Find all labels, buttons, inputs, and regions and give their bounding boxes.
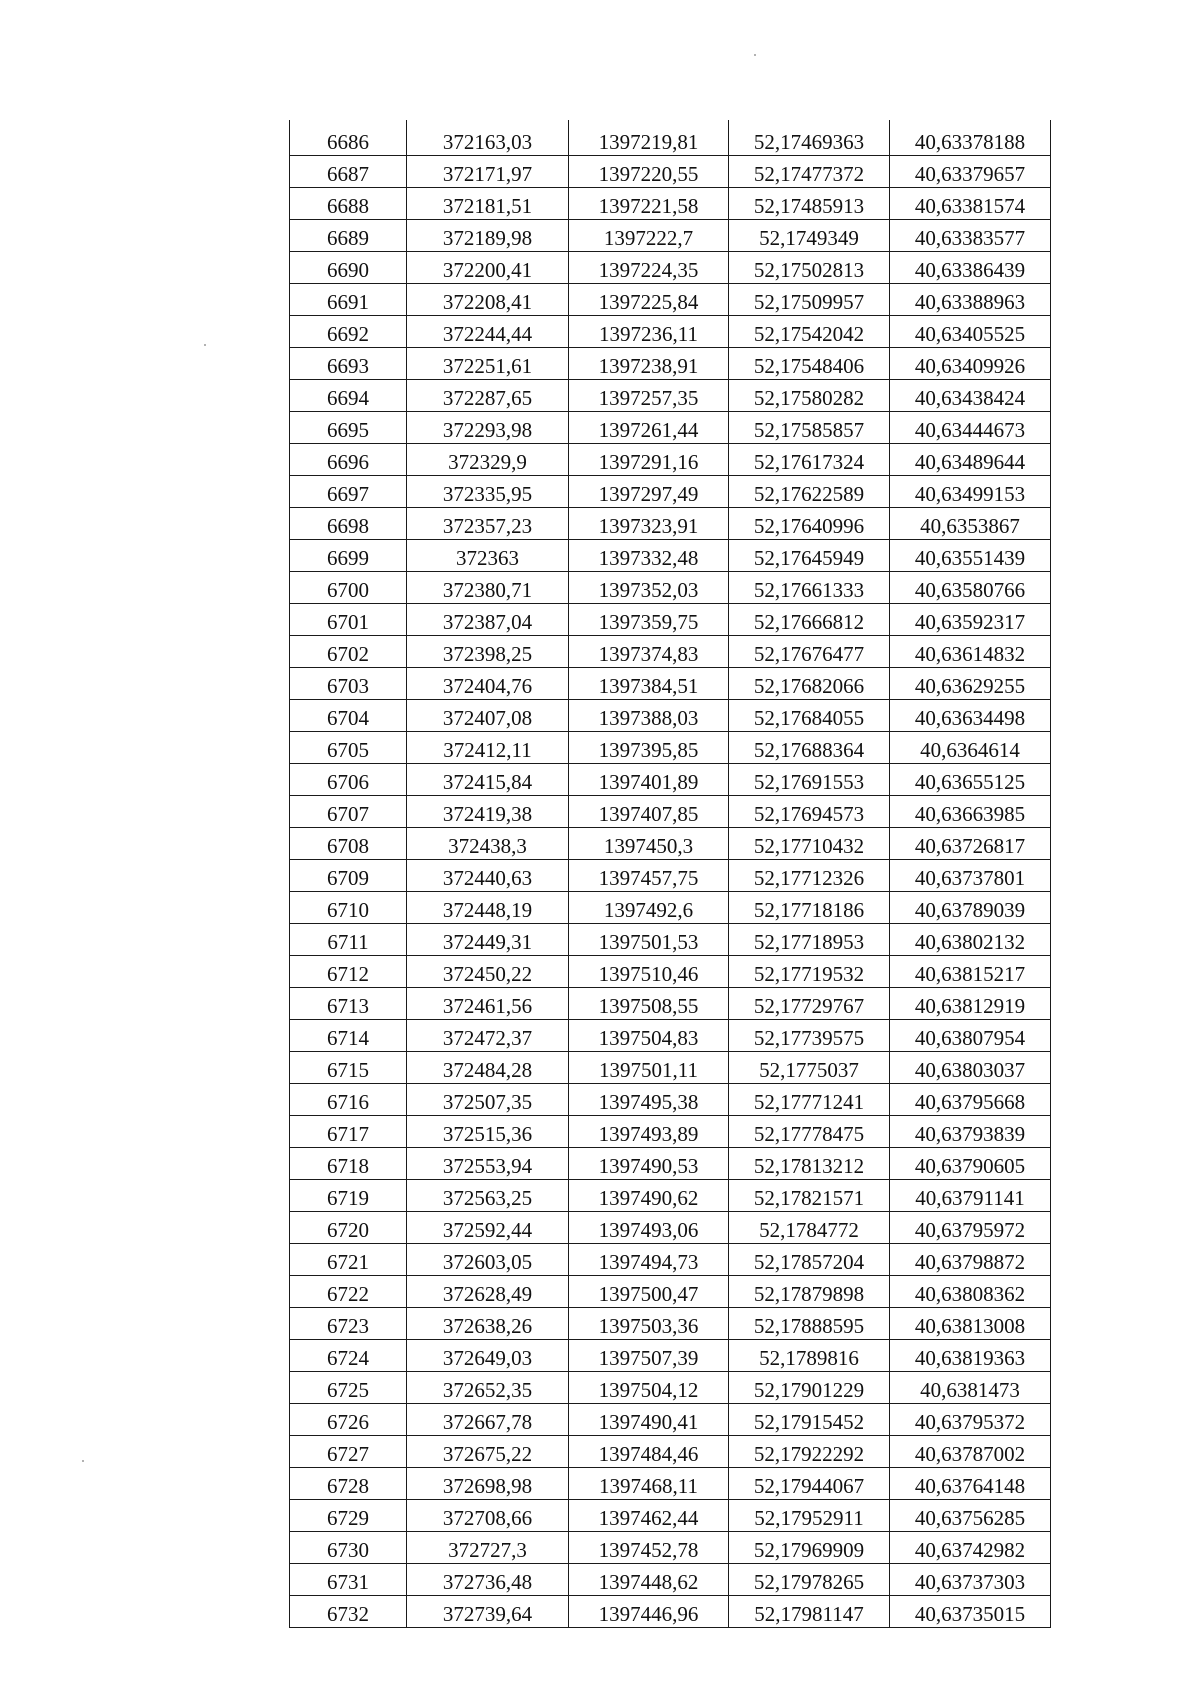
y-coordinate-cell: 1397352,03 xyxy=(569,572,729,604)
table-row xyxy=(290,572,1051,604)
longitude-cell: 40,63634498 xyxy=(890,700,1051,732)
table-row xyxy=(290,604,1051,636)
longitude-cell: 40,63629255 xyxy=(890,668,1051,700)
latitude-cell: 52,17477372 xyxy=(729,156,890,188)
table-row xyxy=(290,1340,1051,1372)
x-coordinate-cell: 372412,11 xyxy=(407,732,569,764)
y-coordinate-cell: 1397257,35 xyxy=(569,380,729,412)
table-row xyxy=(290,1148,1051,1180)
x-coordinate-cell: 372708,66 xyxy=(407,1500,569,1532)
y-coordinate-cell: 1397291,16 xyxy=(569,444,729,476)
x-coordinate-cell: 372329,9 xyxy=(407,444,569,476)
x-coordinate-cell: 372472,37 xyxy=(407,1020,569,1052)
longitude-cell: 40,63815217 xyxy=(890,956,1051,988)
longitude-cell: 40,63614832 xyxy=(890,636,1051,668)
x-coordinate-cell: 372335,95 xyxy=(407,476,569,508)
x-coordinate-cell: 372638,26 xyxy=(407,1308,569,1340)
longitude-cell: 40,63795668 xyxy=(890,1084,1051,1116)
latitude-cell: 52,17978265 xyxy=(729,1564,890,1596)
x-coordinate-cell: 372415,84 xyxy=(407,764,569,796)
longitude-cell: 40,63592317 xyxy=(890,604,1051,636)
point-number-cell: 6715 xyxy=(290,1052,407,1084)
x-coordinate-cell: 372189,98 xyxy=(407,220,569,252)
latitude-cell: 52,17915452 xyxy=(729,1404,890,1436)
y-coordinate-cell: 1397492,6 xyxy=(569,892,729,924)
table-row xyxy=(290,284,1051,316)
table-row xyxy=(290,892,1051,924)
table-row xyxy=(290,1212,1051,1244)
point-number-cell: 6714 xyxy=(290,1020,407,1052)
longitude-cell: 40,63764148 xyxy=(890,1468,1051,1500)
y-coordinate-cell: 1397448,62 xyxy=(569,1564,729,1596)
point-number-cell: 6712 xyxy=(290,956,407,988)
table-row xyxy=(290,636,1051,668)
longitude-cell: 40,63787002 xyxy=(890,1436,1051,1468)
table-row xyxy=(290,764,1051,796)
y-coordinate-cell: 1397494,73 xyxy=(569,1244,729,1276)
point-number-cell: 6700 xyxy=(290,572,407,604)
latitude-cell: 52,17542042 xyxy=(729,316,890,348)
longitude-cell: 40,63803037 xyxy=(890,1052,1051,1084)
latitude-cell: 52,17666812 xyxy=(729,604,890,636)
latitude-cell: 52,17682066 xyxy=(729,668,890,700)
y-coordinate-cell: 1397388,03 xyxy=(569,700,729,732)
table-row xyxy=(290,1436,1051,1468)
point-number-cell: 6721 xyxy=(290,1244,407,1276)
x-coordinate-cell: 372628,49 xyxy=(407,1276,569,1308)
latitude-cell: 52,17485913 xyxy=(729,188,890,220)
table-row xyxy=(290,1084,1051,1116)
table-row xyxy=(290,380,1051,412)
y-coordinate-cell: 1397501,53 xyxy=(569,924,729,956)
point-number-cell: 6731 xyxy=(290,1564,407,1596)
longitude-cell: 40,63808362 xyxy=(890,1276,1051,1308)
x-coordinate-cell: 372461,56 xyxy=(407,988,569,1020)
latitude-cell: 52,17952911 xyxy=(729,1500,890,1532)
y-coordinate-cell: 1397297,49 xyxy=(569,476,729,508)
longitude-cell: 40,63791141 xyxy=(890,1180,1051,1212)
table-row xyxy=(290,348,1051,380)
latitude-cell: 52,17922292 xyxy=(729,1436,890,1468)
table-row xyxy=(290,1372,1051,1404)
longitude-cell: 40,63793839 xyxy=(890,1116,1051,1148)
y-coordinate-cell: 1397504,83 xyxy=(569,1020,729,1052)
point-number-cell: 6729 xyxy=(290,1500,407,1532)
point-number-cell: 6702 xyxy=(290,636,407,668)
latitude-cell: 52,17509957 xyxy=(729,284,890,316)
x-coordinate-cell: 372398,25 xyxy=(407,636,569,668)
y-coordinate-cell: 1397495,38 xyxy=(569,1084,729,1116)
point-number-cell: 6696 xyxy=(290,444,407,476)
point-number-cell: 6717 xyxy=(290,1116,407,1148)
table-row xyxy=(290,412,1051,444)
table-row xyxy=(290,1052,1051,1084)
x-coordinate-cell: 372507,35 xyxy=(407,1084,569,1116)
longitude-cell: 40,63383577 xyxy=(890,220,1051,252)
latitude-cell: 52,17944067 xyxy=(729,1468,890,1500)
latitude-cell: 52,17585857 xyxy=(729,412,890,444)
y-coordinate-cell: 1397490,41 xyxy=(569,1404,729,1436)
point-number-cell: 6724 xyxy=(290,1340,407,1372)
longitude-cell: 40,63726817 xyxy=(890,828,1051,860)
point-number-cell: 6694 xyxy=(290,380,407,412)
latitude-cell: 52,1789816 xyxy=(729,1340,890,1372)
table-row xyxy=(290,1244,1051,1276)
table-row xyxy=(290,1500,1051,1532)
x-coordinate-cell: 372592,44 xyxy=(407,1212,569,1244)
x-coordinate-cell: 372419,38 xyxy=(407,796,569,828)
x-coordinate-cell: 372449,31 xyxy=(407,924,569,956)
y-coordinate-cell: 1397490,53 xyxy=(569,1148,729,1180)
point-number-cell: 6692 xyxy=(290,316,407,348)
table-row xyxy=(290,1468,1051,1500)
point-number-cell: 6730 xyxy=(290,1532,407,1564)
table-row xyxy=(290,956,1051,988)
point-number-cell: 6727 xyxy=(290,1436,407,1468)
y-coordinate-cell: 1397384,51 xyxy=(569,668,729,700)
longitude-cell: 40,6353867 xyxy=(890,508,1051,540)
x-coordinate-cell: 372287,65 xyxy=(407,380,569,412)
table-row xyxy=(290,1308,1051,1340)
y-coordinate-cell: 1397457,75 xyxy=(569,860,729,892)
longitude-cell: 40,63737801 xyxy=(890,860,1051,892)
point-number-cell: 6716 xyxy=(290,1084,407,1116)
longitude-cell: 40,63655125 xyxy=(890,764,1051,796)
x-coordinate-cell: 372603,05 xyxy=(407,1244,569,1276)
y-coordinate-cell: 1397236,11 xyxy=(569,316,729,348)
longitude-cell: 40,63813008 xyxy=(890,1308,1051,1340)
longitude-cell: 40,63807954 xyxy=(890,1020,1051,1052)
y-coordinate-cell: 1397508,55 xyxy=(569,988,729,1020)
y-coordinate-cell: 1397501,11 xyxy=(569,1052,729,1084)
table-row xyxy=(290,860,1051,892)
longitude-cell: 40,63812919 xyxy=(890,988,1051,1020)
x-coordinate-cell: 372357,23 xyxy=(407,508,569,540)
point-number-cell: 6710 xyxy=(290,892,407,924)
latitude-cell: 52,17617324 xyxy=(729,444,890,476)
table-row xyxy=(290,120,1051,156)
y-coordinate-cell: 1397493,89 xyxy=(569,1116,729,1148)
x-coordinate-cell: 372387,04 xyxy=(407,604,569,636)
longitude-cell: 40,63379657 xyxy=(890,156,1051,188)
latitude-cell: 52,17502813 xyxy=(729,252,890,284)
latitude-cell: 52,17969909 xyxy=(729,1532,890,1564)
point-number-cell: 6690 xyxy=(290,252,407,284)
latitude-cell: 52,17879898 xyxy=(729,1276,890,1308)
y-coordinate-cell: 1397493,06 xyxy=(569,1212,729,1244)
point-number-cell: 6699 xyxy=(290,540,407,572)
longitude-cell: 40,63798872 xyxy=(890,1244,1051,1276)
y-coordinate-cell: 1397407,85 xyxy=(569,796,729,828)
y-coordinate-cell: 1397468,11 xyxy=(569,1468,729,1500)
point-number-cell: 6688 xyxy=(290,188,407,220)
point-number-cell: 6704 xyxy=(290,700,407,732)
table-row xyxy=(290,444,1051,476)
table-row xyxy=(290,828,1051,860)
table-row xyxy=(290,540,1051,572)
point-number-cell: 6695 xyxy=(290,412,407,444)
table-row xyxy=(290,1404,1051,1436)
latitude-cell: 52,17469363 xyxy=(729,120,890,156)
point-number-cell: 6707 xyxy=(290,796,407,828)
x-coordinate-cell: 372667,78 xyxy=(407,1404,569,1436)
latitude-cell: 52,17719532 xyxy=(729,956,890,988)
longitude-cell: 40,63489644 xyxy=(890,444,1051,476)
latitude-cell: 52,17778475 xyxy=(729,1116,890,1148)
x-coordinate-cell: 372440,63 xyxy=(407,860,569,892)
scan-speck xyxy=(82,1460,84,1462)
table-row xyxy=(290,700,1051,732)
y-coordinate-cell: 1397490,62 xyxy=(569,1180,729,1212)
y-coordinate-cell: 1397504,12 xyxy=(569,1372,729,1404)
point-number-cell: 6693 xyxy=(290,348,407,380)
longitude-cell: 40,63386439 xyxy=(890,252,1051,284)
x-coordinate-cell: 372739,64 xyxy=(407,1596,569,1628)
longitude-cell: 40,63756285 xyxy=(890,1500,1051,1532)
latitude-cell: 52,17821571 xyxy=(729,1180,890,1212)
table-row xyxy=(290,1020,1051,1052)
longitude-cell: 40,63444673 xyxy=(890,412,1051,444)
latitude-cell: 52,17580282 xyxy=(729,380,890,412)
y-coordinate-cell: 1397219,81 xyxy=(569,120,729,156)
y-coordinate-cell: 1397507,39 xyxy=(569,1340,729,1372)
point-number-cell: 6687 xyxy=(290,156,407,188)
table-row xyxy=(290,156,1051,188)
table-row xyxy=(290,1532,1051,1564)
table-row xyxy=(290,1180,1051,1212)
latitude-cell: 52,17684055 xyxy=(729,700,890,732)
point-number-cell: 6718 xyxy=(290,1148,407,1180)
longitude-cell: 40,63663985 xyxy=(890,796,1051,828)
table-row xyxy=(290,988,1051,1020)
y-coordinate-cell: 1397359,75 xyxy=(569,604,729,636)
y-coordinate-cell: 1397484,46 xyxy=(569,1436,729,1468)
longitude-cell: 40,63802132 xyxy=(890,924,1051,956)
point-number-cell: 6732 xyxy=(290,1596,407,1628)
latitude-cell: 52,17739575 xyxy=(729,1020,890,1052)
y-coordinate-cell: 1397261,44 xyxy=(569,412,729,444)
longitude-cell: 40,63737303 xyxy=(890,1564,1051,1596)
longitude-cell: 40,63795372 xyxy=(890,1404,1051,1436)
table-row xyxy=(290,796,1051,828)
y-coordinate-cell: 1397462,44 xyxy=(569,1500,729,1532)
latitude-cell: 52,17640996 xyxy=(729,508,890,540)
y-coordinate-cell: 1397374,83 xyxy=(569,636,729,668)
point-number-cell: 6709 xyxy=(290,860,407,892)
point-number-cell: 6723 xyxy=(290,1308,407,1340)
latitude-cell: 52,17718186 xyxy=(729,892,890,924)
table-row xyxy=(290,476,1051,508)
point-number-cell: 6706 xyxy=(290,764,407,796)
x-coordinate-cell: 372553,94 xyxy=(407,1148,569,1180)
longitude-cell: 40,6381473 xyxy=(890,1372,1051,1404)
table-row xyxy=(290,1564,1051,1596)
point-number-cell: 6697 xyxy=(290,476,407,508)
latitude-cell: 52,17718953 xyxy=(729,924,890,956)
point-number-cell: 6720 xyxy=(290,1212,407,1244)
latitude-cell: 52,17694573 xyxy=(729,796,890,828)
latitude-cell: 52,17645949 xyxy=(729,540,890,572)
y-coordinate-cell: 1397500,47 xyxy=(569,1276,729,1308)
longitude-cell: 40,63819363 xyxy=(890,1340,1051,1372)
y-coordinate-cell: 1397220,55 xyxy=(569,156,729,188)
latitude-cell: 52,17771241 xyxy=(729,1084,890,1116)
latitude-cell: 52,17661333 xyxy=(729,572,890,604)
latitude-cell: 52,17857204 xyxy=(729,1244,890,1276)
y-coordinate-cell: 1397222,7 xyxy=(569,220,729,252)
longitude-cell: 40,63789039 xyxy=(890,892,1051,924)
y-coordinate-cell: 1397221,58 xyxy=(569,188,729,220)
longitude-cell: 40,6364614 xyxy=(890,732,1051,764)
point-number-cell: 6703 xyxy=(290,668,407,700)
latitude-cell: 52,17813212 xyxy=(729,1148,890,1180)
longitude-cell: 40,63795972 xyxy=(890,1212,1051,1244)
x-coordinate-cell: 372181,51 xyxy=(407,188,569,220)
latitude-cell: 52,1749349 xyxy=(729,220,890,252)
latitude-cell: 52,17729767 xyxy=(729,988,890,1020)
longitude-cell: 40,63381574 xyxy=(890,188,1051,220)
point-number-cell: 6726 xyxy=(290,1404,407,1436)
x-coordinate-cell: 372171,97 xyxy=(407,156,569,188)
longitude-cell: 40,63580766 xyxy=(890,572,1051,604)
latitude-cell: 52,17712326 xyxy=(729,860,890,892)
latitude-cell: 52,1775037 xyxy=(729,1052,890,1084)
point-number-cell: 6698 xyxy=(290,508,407,540)
latitude-cell: 52,17548406 xyxy=(729,348,890,380)
point-number-cell: 6686 xyxy=(290,120,407,156)
latitude-cell: 52,17710432 xyxy=(729,828,890,860)
scan-speck xyxy=(754,54,756,56)
longitude-cell: 40,63409926 xyxy=(890,348,1051,380)
longitude-cell: 40,63438424 xyxy=(890,380,1051,412)
table-row xyxy=(290,668,1051,700)
table-row xyxy=(290,252,1051,284)
x-coordinate-cell: 372380,71 xyxy=(407,572,569,604)
x-coordinate-cell: 372698,98 xyxy=(407,1468,569,1500)
x-coordinate-cell: 372208,41 xyxy=(407,284,569,316)
table-row xyxy=(290,508,1051,540)
latitude-cell: 52,17688364 xyxy=(729,732,890,764)
x-coordinate-cell: 372293,98 xyxy=(407,412,569,444)
latitude-cell: 52,1784772 xyxy=(729,1212,890,1244)
longitude-cell: 40,63735015 xyxy=(890,1596,1051,1628)
x-coordinate-cell: 372652,35 xyxy=(407,1372,569,1404)
table-row xyxy=(290,924,1051,956)
longitude-cell: 40,63499153 xyxy=(890,476,1051,508)
latitude-cell: 52,17888595 xyxy=(729,1308,890,1340)
latitude-cell: 52,17691553 xyxy=(729,764,890,796)
y-coordinate-cell: 1397503,36 xyxy=(569,1308,729,1340)
point-number-cell: 6725 xyxy=(290,1372,407,1404)
x-coordinate-cell: 372649,03 xyxy=(407,1340,569,1372)
y-coordinate-cell: 1397238,91 xyxy=(569,348,729,380)
point-number-cell: 6689 xyxy=(290,220,407,252)
coordinate-table xyxy=(289,120,1051,1628)
y-coordinate-cell: 1397332,48 xyxy=(569,540,729,572)
table-row xyxy=(290,1596,1051,1628)
table-body xyxy=(290,120,1051,1628)
x-coordinate-cell: 372163,03 xyxy=(407,120,569,156)
y-coordinate-cell: 1397510,46 xyxy=(569,956,729,988)
table-row xyxy=(290,188,1051,220)
latitude-cell: 52,17676477 xyxy=(729,636,890,668)
scan-speck xyxy=(204,344,206,346)
x-coordinate-cell: 372450,22 xyxy=(407,956,569,988)
y-coordinate-cell: 1397450,3 xyxy=(569,828,729,860)
latitude-cell: 52,17622589 xyxy=(729,476,890,508)
x-coordinate-cell: 372251,61 xyxy=(407,348,569,380)
y-coordinate-cell: 1397446,96 xyxy=(569,1596,729,1628)
y-coordinate-cell: 1397401,89 xyxy=(569,764,729,796)
table-row xyxy=(290,220,1051,252)
point-number-cell: 6705 xyxy=(290,732,407,764)
x-coordinate-cell: 372448,19 xyxy=(407,892,569,924)
point-number-cell: 6708 xyxy=(290,828,407,860)
point-number-cell: 6728 xyxy=(290,1468,407,1500)
longitude-cell: 40,63405525 xyxy=(890,316,1051,348)
y-coordinate-cell: 1397323,91 xyxy=(569,508,729,540)
point-number-cell: 6722 xyxy=(290,1276,407,1308)
x-coordinate-cell: 372484,28 xyxy=(407,1052,569,1084)
longitude-cell: 40,63742982 xyxy=(890,1532,1051,1564)
point-number-cell: 6691 xyxy=(290,284,407,316)
x-coordinate-cell: 372727,3 xyxy=(407,1532,569,1564)
point-number-cell: 6713 xyxy=(290,988,407,1020)
y-coordinate-cell: 1397452,78 xyxy=(569,1532,729,1564)
x-coordinate-cell: 372736,48 xyxy=(407,1564,569,1596)
table-row xyxy=(290,1116,1051,1148)
point-number-cell: 6701 xyxy=(290,604,407,636)
x-coordinate-cell: 372363 xyxy=(407,540,569,572)
x-coordinate-cell: 372407,08 xyxy=(407,700,569,732)
longitude-cell: 40,63790605 xyxy=(890,1148,1051,1180)
longitude-cell: 40,63551439 xyxy=(890,540,1051,572)
point-number-cell: 6711 xyxy=(290,924,407,956)
point-number-cell: 6719 xyxy=(290,1180,407,1212)
x-coordinate-cell: 372200,41 xyxy=(407,252,569,284)
table-row xyxy=(290,732,1051,764)
y-coordinate-cell: 1397224,35 xyxy=(569,252,729,284)
x-coordinate-cell: 372563,25 xyxy=(407,1180,569,1212)
latitude-cell: 52,17901229 xyxy=(729,1372,890,1404)
latitude-cell: 52,17981147 xyxy=(729,1596,890,1628)
table-row xyxy=(290,316,1051,348)
table-row xyxy=(290,1276,1051,1308)
x-coordinate-cell: 372438,3 xyxy=(407,828,569,860)
x-coordinate-cell: 372515,36 xyxy=(407,1116,569,1148)
x-coordinate-cell: 372675,22 xyxy=(407,1436,569,1468)
y-coordinate-cell: 1397225,84 xyxy=(569,284,729,316)
longitude-cell: 40,63388963 xyxy=(890,284,1051,316)
y-coordinate-cell: 1397395,85 xyxy=(569,732,729,764)
x-coordinate-cell: 372244,44 xyxy=(407,316,569,348)
x-coordinate-cell: 372404,76 xyxy=(407,668,569,700)
longitude-cell: 40,63378188 xyxy=(890,120,1051,156)
